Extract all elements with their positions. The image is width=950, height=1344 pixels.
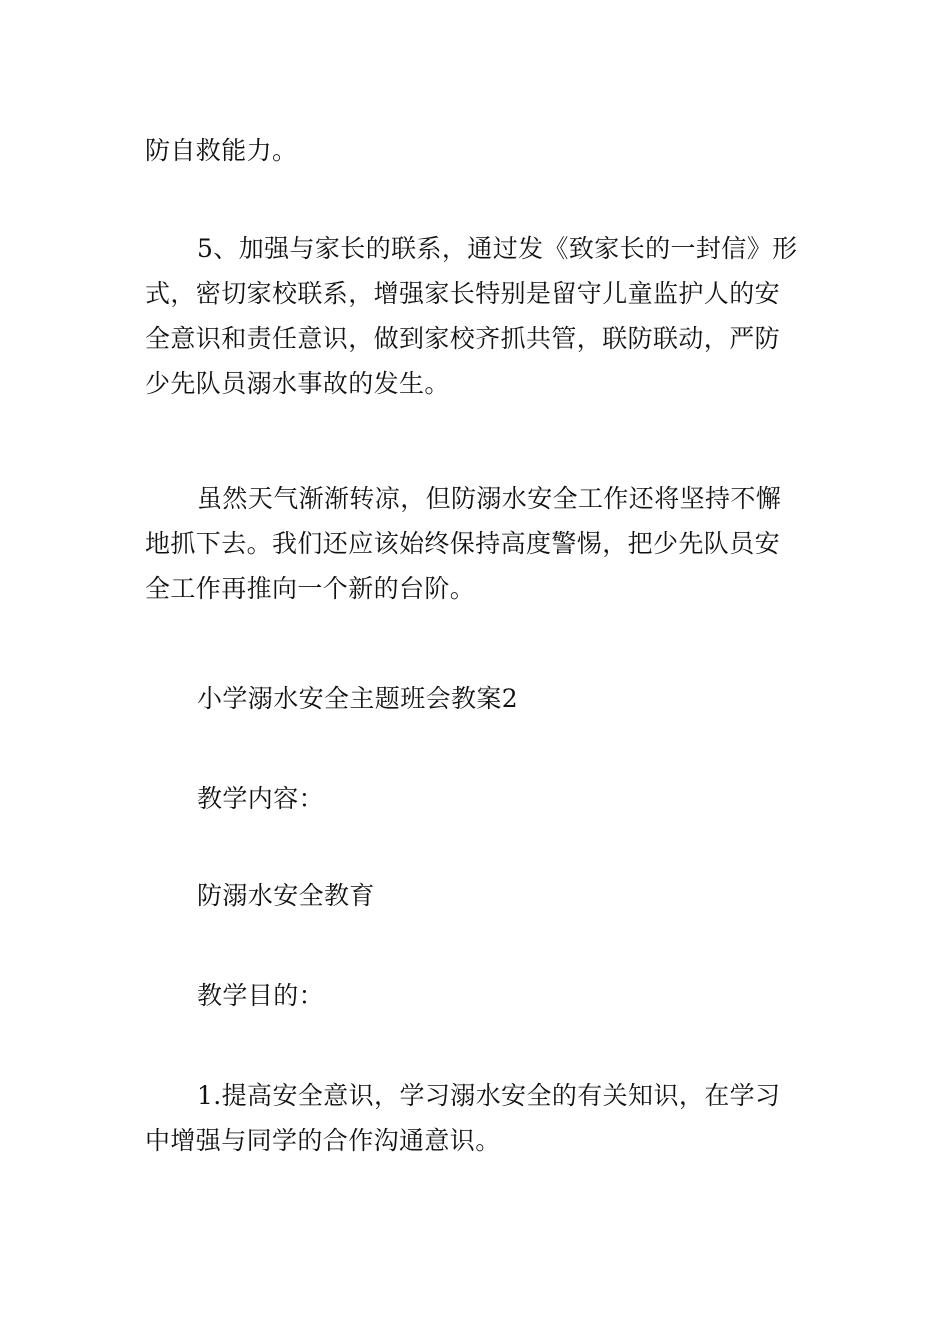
text-line: 防自救能力。	[145, 136, 298, 165]
text-line: 1.提高安全意识，学习溺水安全的有关知识，在学习	[197, 1081, 781, 1110]
text-line: 5、加强与家长的联系，通过发《致家长的一封信》形	[197, 234, 798, 263]
heading-teaching-goals	[145, 973, 805, 1018]
paragraph-conclusion	[145, 476, 805, 611]
text-line: 防溺水安全教育	[197, 881, 375, 910]
text-line: 式，密切家校联系，增强家长特别是留守儿童监护人的安	[145, 279, 781, 308]
text-line: 少先队员溺水事故的发生。	[145, 369, 450, 398]
text-line: 全意识和责任意识，做到家校齐抓共管，联防联动，严防	[145, 324, 781, 353]
text-line: 虽然天气渐渐转凉，但防溺水安全工作还将坚持不懈	[197, 484, 782, 513]
text-line: 小学溺水安全主题班会教案2	[197, 684, 519, 713]
text-line: 全工作再推向一个新的台阶。	[145, 574, 476, 603]
text-line: 教学目的：	[197, 981, 325, 1010]
paragraph-continuation	[145, 128, 805, 173]
text-line: 中增强与同学的合作沟通意识。	[145, 1126, 501, 1155]
teaching-content-text	[145, 873, 805, 918]
text-line: 教学内容：	[197, 784, 325, 813]
heading-teaching-content	[145, 776, 805, 821]
section-title	[145, 676, 805, 721]
paragraph-item-5	[145, 226, 805, 406]
text-line: 地抓下去。我们还应该始终保持高度警惕，把少先队员安	[145, 529, 781, 558]
goal-item-1	[145, 1073, 805, 1163]
